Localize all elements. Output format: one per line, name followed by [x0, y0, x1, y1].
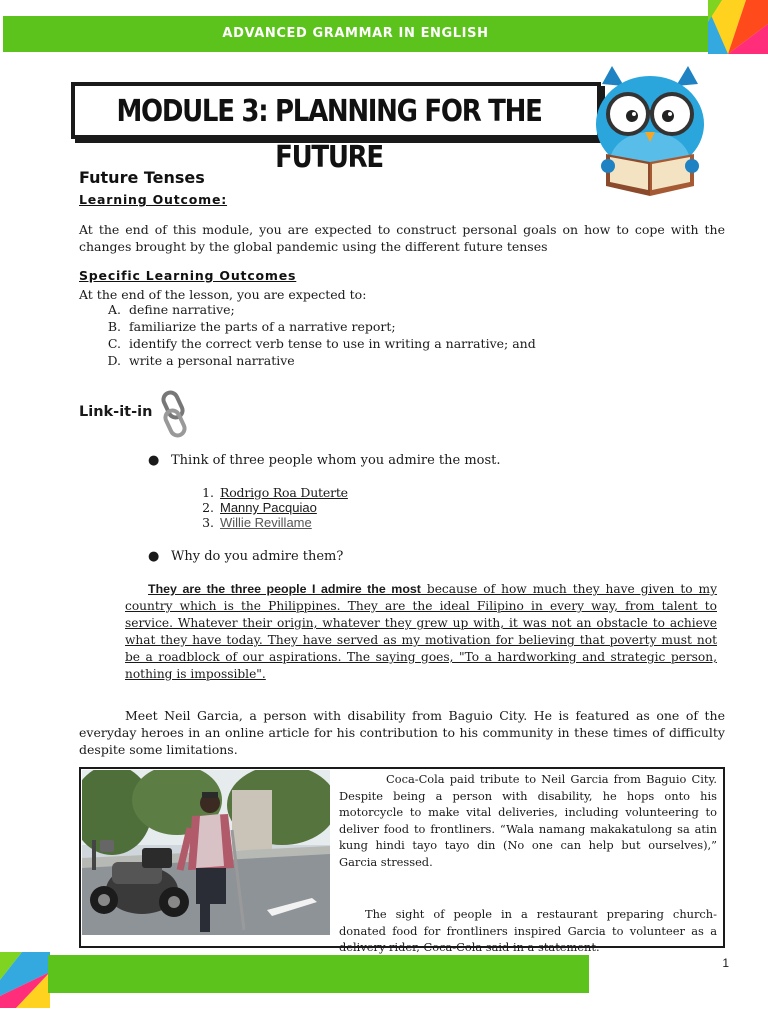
list-item — [218, 485, 348, 500]
people-list — [194, 485, 348, 530]
link-it-in-label: Link-it-in — [79, 404, 153, 420]
bullet-icon: ● — [148, 453, 160, 468]
list-item: A. define narrative; — [125, 301, 536, 318]
answer-lead: They are the three people I admire the most — [148, 582, 421, 596]
list-item: B. familiarize the parts of a narrative report; — [125, 318, 536, 335]
question-bullet — [148, 549, 548, 567]
learning-outcome-heading: Learning Outcome: — [79, 192, 228, 207]
person-name: Rodrigo Roa Duterte — [220, 485, 348, 500]
article-text — [339, 771, 717, 956]
module-title-box — [71, 82, 601, 176]
page-number: 1 — [722, 956, 729, 970]
list-item: D. write a personal narrative — [125, 352, 536, 369]
article-paragraph: Coca-Cola paid tribute to Neil Garcia from Baguio City. Despite being a person with disability, he hops onto his motorcycle to make vital deliveries, including volunteering to deliver food to frontliners. “Wala namang makakatulong sa atin kung hindi tayo tayo din (No one can help but ourselves),” Garcia stressed. — [339, 772, 717, 869]
person-name: Manny Pacquiao — [220, 500, 317, 515]
owl-reading-icon — [590, 62, 710, 202]
article-box — [79, 767, 725, 954]
specific-outcomes-list — [96, 301, 536, 369]
answer-body: because of how much they have given to my country which is the Philippines. They are the ideal Filipino in every way, from talent to service. Whatever their origin, whatever they grew up with, it was not an obstacle to achieve what they have today. They have served as my motivation for believing that poverty must not be a roadblock of our aspirations. The saying goes, "To a hardworking and strategic person, nothing is impossible". — [125, 582, 718, 681]
chain-link-icon — [157, 390, 191, 438]
list-item: C. identify the correct verb tense to use in writing a narrative; and — [125, 335, 536, 352]
list-item — [218, 515, 348, 530]
person-name: Willie Revillame — [220, 515, 312, 530]
specific-outcomes-intro: At the end of the lesson, you are expected to: — [79, 287, 367, 302]
question-bullet — [148, 453, 548, 471]
footer-band — [48, 955, 589, 993]
garcia-photo — [82, 770, 330, 935]
module-title: MODULE 3: PLANNING FOR THE FUTURE — [116, 94, 542, 176]
corner-decoration-top — [708, 0, 768, 54]
section-title: Future Tenses — [79, 168, 205, 187]
corner-decoration-bottom — [0, 952, 50, 1008]
header-banner — [3, 16, 708, 52]
question-text: Think of three people whom you admire the most. — [171, 453, 501, 468]
specific-outcomes-heading: Specific Learning Outcomes — [79, 268, 297, 283]
question-text: Why do you admire them? — [171, 549, 344, 564]
header-title: ADVANCED GRAMMAR IN ENGLISH — [222, 26, 489, 41]
answer-paragraph — [125, 581, 717, 683]
list-item — [218, 500, 348, 515]
article-paragraph: The sight of people in a restaurant preparing church-donated food for frontliners inspired Garcia to volunteer as a delivery rider, Coca-Cola said in a statement. — [339, 907, 717, 954]
learning-outcome-text: At the end of this module, you are expected to construct personal goals on how to cope with the changes brought by the global pandemic using the different future tenses — [79, 222, 725, 254]
garcia-intro-paragraph: Meet Neil Garcia, a person with disability from Baguio City. He is featured as one of the everyday heroes in an online article for his contribution to his community in these times of difficulty despite some limitations. — [79, 708, 725, 757]
bullet-icon: ● — [148, 549, 160, 564]
